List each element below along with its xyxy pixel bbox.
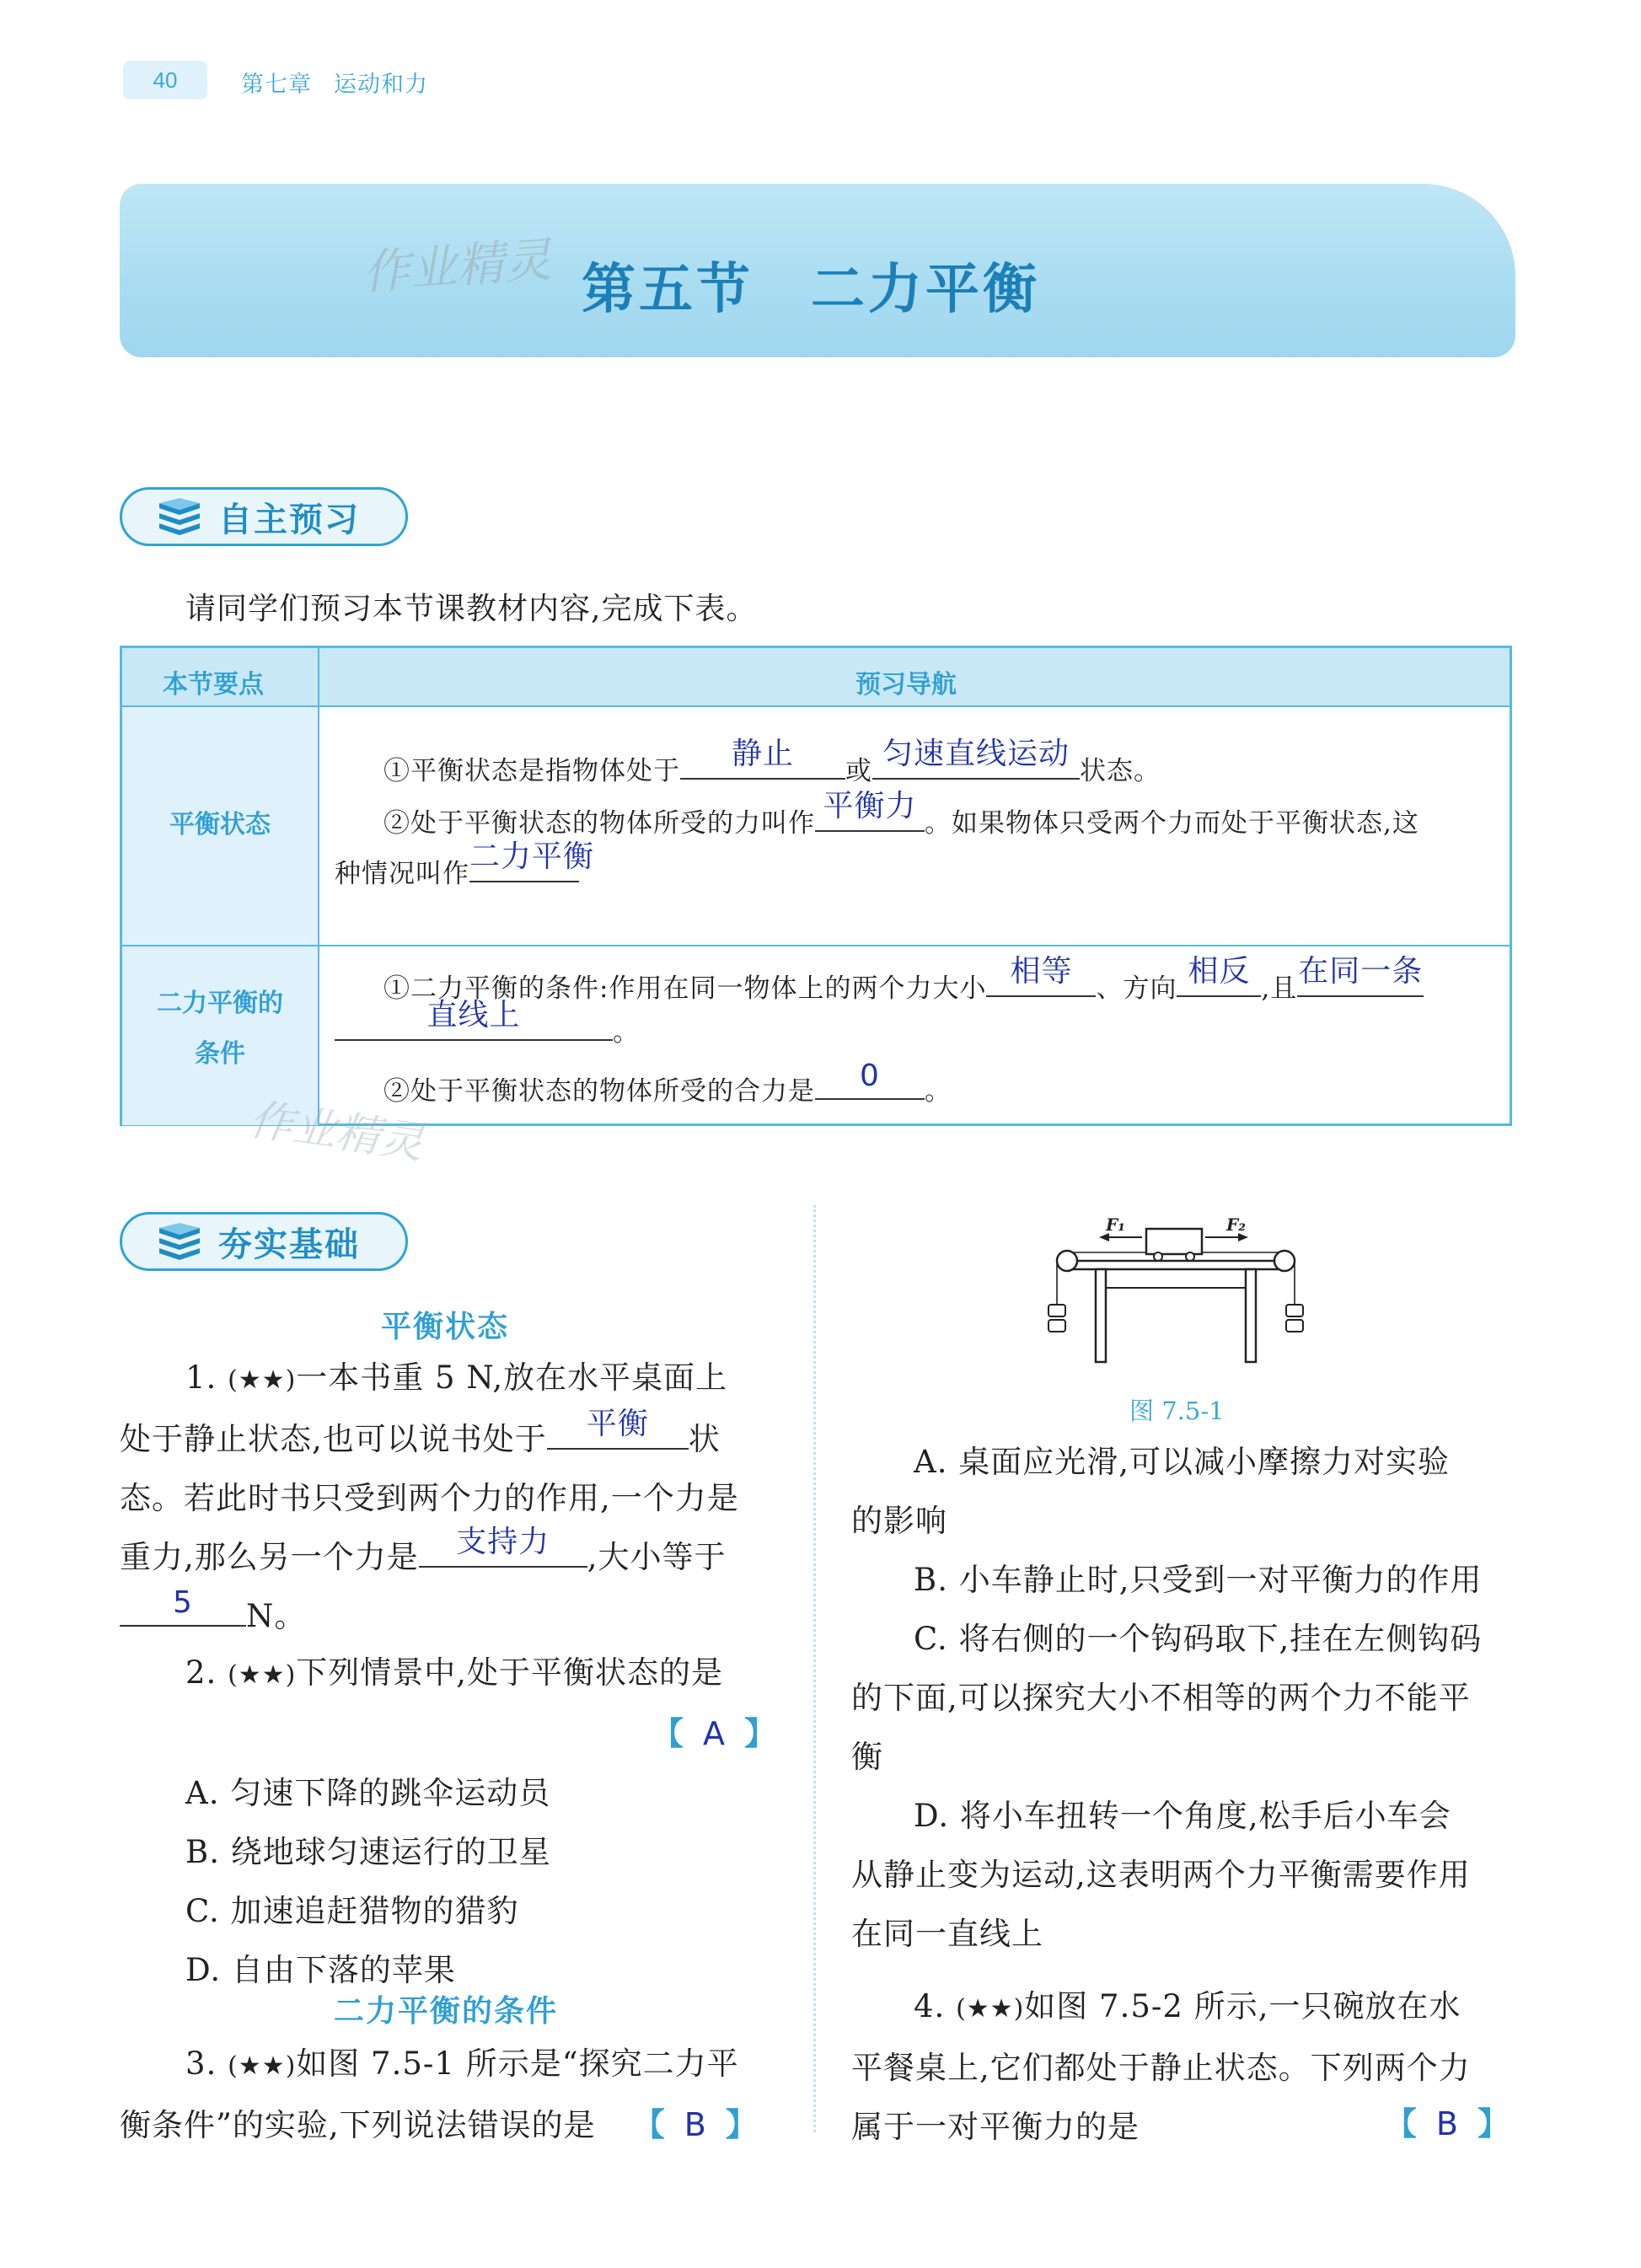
col-header-points: 本节要点 [163,670,264,700]
q3-option-c-3: 衡 [851,1739,883,1775]
column-divider [318,648,319,1123]
row1-line1: ①平衡状态是指物体处于 静止 或 匀速直线运动 状态。 [383,748,1161,787]
pulley-right [1274,1251,1295,1271]
q1-answer-five: 5 [173,1585,193,1620]
f2-label: F₂ [1226,1214,1246,1235]
answer-uniform-motion: 匀速直线运动 [882,737,1070,771]
page-number: 40 [123,61,207,99]
subheading-conditions: 二力平衡的条件 [334,1994,559,2029]
row2-line2: 直线上 。 [335,1009,640,1048]
row2-line1: ①二力平衡的条件:作用在同一物体上的两个力大小 相等 、方向 相反 ,且 在同一条 [383,965,1424,1005]
watermark-2: 作业精灵 [246,1094,427,1170]
cart [1146,1229,1202,1254]
q2-option-b: B. 绕地球匀速运行的卫星 [185,1834,551,1870]
table-leg-left [1096,1269,1106,1362]
chapter-header [241,66,428,99]
row1-line2: ②处于平衡状态的物体所受的力叫作 平衡力 。如果物体只受两个力而处于平衡状态,这 [383,800,1419,839]
row-label-balance-state: 平衡状态 [169,810,271,839]
col-header-guide: 预习导航 [855,670,957,700]
row-divider [122,945,1510,946]
figure-7-5-1 [1045,1204,1315,1372]
chapter-number: 第七章 [241,72,312,98]
basics-section-label [120,1212,408,1271]
preview-intro: 请同学们预习本节课教材内容,完成下表。 [185,592,758,626]
q3-answer-bracket: 【 B 】 [632,2106,759,2143]
question-3-stem: 3. (★★)如图 7.5-1 所示是“探究二力平 衡条件”的实验,下列说法错误的是 【 B 】 [120,2045,759,2143]
q1-answer-support-force: 支持力 [456,1525,550,1559]
answer-equal: 相等 [1010,954,1073,989]
q2-option-d: D. 自由下落的苹果 [185,1952,456,1988]
basics-label: 夯实基础 [218,1225,360,1264]
q3-option-a-1: A. 桌面应光滑,可以减小摩擦力对实验 [914,1444,1451,1480]
q3-option-b: B. 小车静止时,只受到一对平衡力的作用 [914,1562,1483,1598]
row-label-conditions-1: 二力平衡的 [157,989,283,1018]
q2-option-a: A. 匀速下降的跳伞运动员 [185,1775,551,1811]
cart-wheel-right [1186,1252,1194,1261]
figure-caption: 图 7.5-1 [1129,1397,1225,1425]
preview-section-label [120,487,408,546]
books-icon [156,1223,203,1260]
answer-static: 静止 [731,737,794,771]
section-number: 第五节 [582,258,753,321]
row-label-conditions-2: 条件 [195,1039,245,1069]
answer-two-force-balance: 二力平衡 [469,839,595,874]
cart-wheel-left [1154,1252,1162,1261]
weight-left-1 [1048,1305,1065,1316]
answer-same-line-1: 在同一条 [1298,954,1424,989]
question-1: 1. (★★)一本书重 5 N,放在水平桌面上 处于静止状态,也可以说书处于 平衡 状 态。若此时书只受到两个力的作用,一个力是 重力,那么另一个力是 支持力 ,大小等于 5 N。 [120,1359,739,1634]
chapter-title: 运动和力 [334,72,428,98]
row2-line3: ②处于平衡状态的物体所受的合力是 0 。 [383,1059,952,1107]
q3-option-d-3: 在同一直线上 [851,1916,1043,1952]
answer-balanced-force: 平衡力 [823,789,917,823]
question-2: 2. (★★)下列情景中,处于平衡状态的是 【 A 】 A. 匀速下降的跳伞运动员 B. 绕地球匀速运行的卫星 C. 加速追赶猎物的猎豹 D. 自由下落的苹果 [120,1643,777,2000]
answer-zero: 0 [860,1059,880,1093]
answer-opposite: 相反 [1188,954,1251,989]
question-3-options [851,1433,1517,1964]
books-icon [156,498,203,535]
f1-label: F₁ [1106,1214,1125,1235]
q3-option-d-2: 从静止变为运动,这表明两个力平衡需要作用 [851,1857,1471,1893]
question-4: 4. (★★)如图 7.5-2 所示,一只碗放在水 平餐桌上,它们都处于静止状态。下列两个力 属于一对平衡力的是 【 B 】 [851,1988,1510,2145]
q2-option-c: C. 加速追赶猎物的猎豹 [185,1893,519,1929]
q3-option-c-1: C. 将右侧的一个钩码取下,挂在左侧钩码 [914,1621,1483,1657]
preview-label: 自主预习 [218,500,360,539]
table-header [122,648,1510,707]
q3-option-a-2: 的影响 [851,1503,947,1539]
table-leg-right [1246,1269,1256,1362]
section-title [582,246,1040,324]
preview-table [120,646,1512,1126]
q4-answer-bracket: 【 B 】 [1384,2105,1510,2142]
section-name: 二力平衡 [811,258,1040,321]
answer-same-line-2: 直线上 [426,998,521,1032]
q2-answer-bracket: 【 A 】 [651,1715,777,1752]
weight-right-2 [1286,1320,1303,1332]
q1-answer-balance: 平衡 [586,1407,649,1441]
subheading-balance-state: 平衡状态 [381,1310,510,1344]
table-top [1070,1261,1281,1269]
pulley-left [1057,1251,1077,1271]
q3-option-c-2: 的下面,可以探究大小不相等的两个力不能平 [851,1680,1471,1716]
row1-line3: 种情况叫作 二力平衡 [335,850,579,890]
q3-option-d-1: D. 将小车扭转一个角度,松手后小车会 [914,1798,1451,1834]
weight-right-1 [1286,1305,1303,1316]
watermark: 作业精灵 [361,233,554,301]
weight-left-2 [1048,1320,1065,1332]
column-divider-dotted [813,1205,816,2132]
